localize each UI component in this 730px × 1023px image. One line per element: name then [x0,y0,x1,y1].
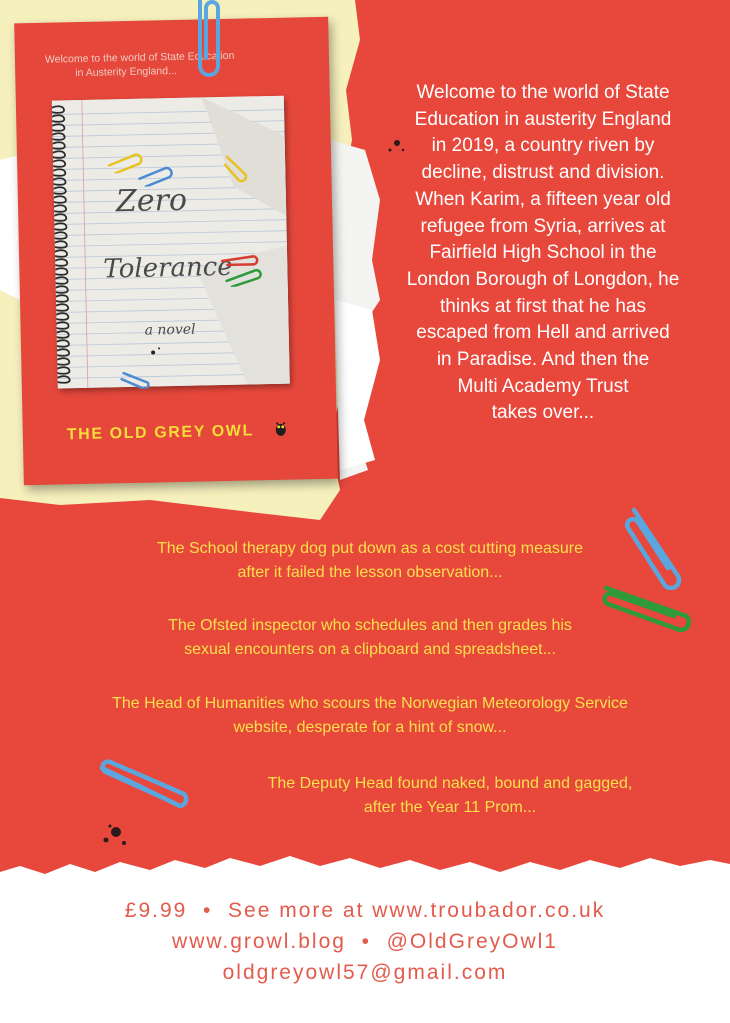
paperclip-icon [219,250,259,267]
paperclip-icon [223,266,263,287]
paperclip-icon [119,366,155,389]
blurb-line: When Karim, a fifteen year old [415,188,671,210]
paperclip-icon [135,164,175,187]
cover-author: THE OLD GREY OWL [66,422,255,444]
blurb-line: London Borough of Longdon, he [406,268,680,290]
blurb-line: in Paradise. And then the [436,349,650,371]
teaser-line: sexual encounters on a clipboard and spreadsheet... [184,641,556,658]
paperclip-icon [223,152,252,183]
notebook [52,96,290,389]
blurb-line: thinks at first that he has [440,295,646,317]
footer [0,895,730,988]
blurb-line: refugee from Syria, arrives at [420,215,666,237]
footer-email: oldgreyowl57@gmail.com [222,961,508,984]
teaser-line: after it failed the lesson observation... [237,564,503,581]
blurb-line: Multi Academy Trust [457,375,629,397]
teaser-ofsted-inspector [100,614,640,662]
teaser-line: The School therapy dog put down as a cost cutting measure [156,540,584,557]
blurb-line: Education in austerity England [414,108,672,130]
teaser-deputy-head [200,772,700,820]
blurb-line: Welcome to the world of State [416,82,670,103]
teaser-therapy-dog [100,537,640,585]
blurb [378,80,708,427]
blurb-line: Fairfield High School in the [429,242,657,264]
paperclip-icon [190,0,230,82]
teaser-line: The Head of Humanities who scours the Norwegian Meteorology Service [112,695,628,712]
blurb-line: escaped from Hell and arrived [416,322,670,344]
footer-price-and-website: £9.99 • See more at www.troubador.co.uk [124,899,606,922]
teaser-line: The Ofsted inspector who schedules and then grades his [168,617,572,634]
handwritten-subtitle: a novel [144,321,196,339]
cover-tagline-line1: Welcome to the world of State Education [44,49,235,66]
book-cover-image [14,17,338,485]
handwritten-title-line2: Tolerance [103,251,233,285]
blurb-line: takes over... [491,402,595,424]
teaser-line: website, desperate for a hint of snow... [233,719,507,736]
blurb-line: in 2019, a country riven by [431,135,655,157]
notebook-page [52,96,290,389]
handwritten-title-line1: Zero [115,182,188,220]
teaser-line: The Deputy Head found naked, bound and gagged, [267,775,633,792]
footer-blog-and-social: www.growl.blog • @OldGreyOwl1 [172,930,558,953]
owl-icon [273,419,289,437]
cover-tagline [45,48,276,81]
paperclip-icon [96,756,190,816]
teaser-head-of-humanities [30,692,710,740]
cover-tagline-line2: in Austerity England... [75,64,177,80]
teaser-line: after the Year 11 Prom... [363,799,537,816]
blurb-line: decline, distrust and division. [421,162,665,184]
